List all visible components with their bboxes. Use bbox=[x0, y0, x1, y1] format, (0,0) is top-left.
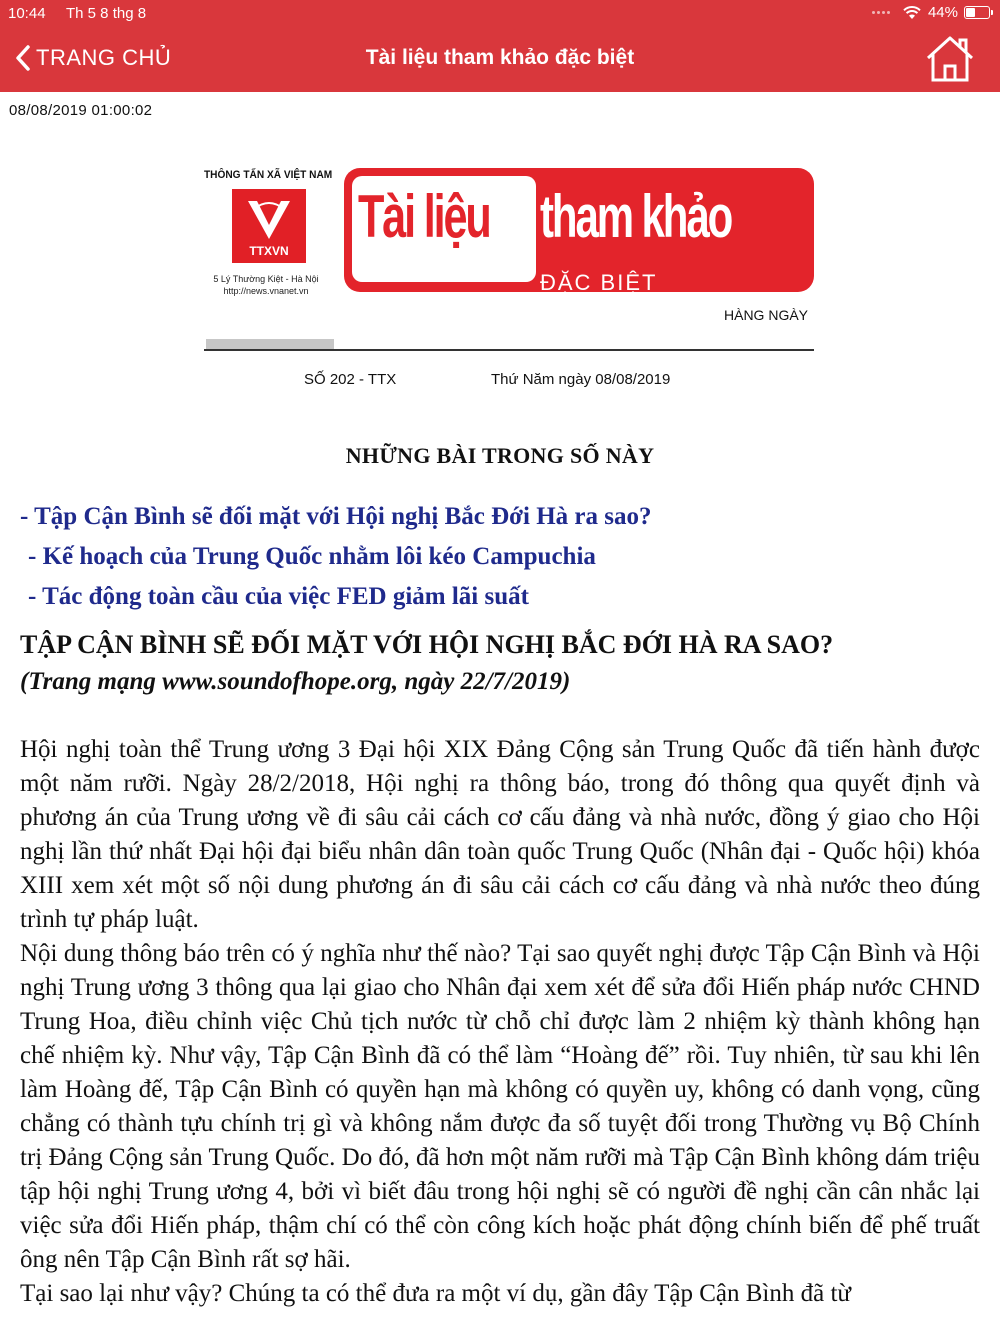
masthead-rule bbox=[204, 337, 814, 351]
article-source: (Trang mạng www.soundofhope.org, ngày 22/7/2019) bbox=[20, 668, 571, 695]
article-paragraph: Tại sao lại như vậy? Chúng ta có thể đưa ra một ví dụ, gần đây Tập Cận Bình đã từ bbox=[20, 1280, 851, 1307]
title-banner bbox=[344, 168, 814, 295]
toc-link[interactable]: - Tác động toàn cầu của việc FED giảm lãi suất bbox=[28, 583, 529, 610]
home-icon[interactable] bbox=[924, 34, 976, 84]
ttxvn-logo bbox=[232, 189, 306, 263]
status-right bbox=[872, 4, 990, 21]
agency-address bbox=[204, 273, 328, 297]
address-url: http://news.vnanet.vn bbox=[223, 286, 309, 296]
frequency-label: HÀNG NGÀY bbox=[724, 307, 809, 323]
title-part2: tham khảo bbox=[540, 183, 732, 250]
title-part1: Tài liệu bbox=[358, 183, 490, 250]
toc-heading: NHỮNG BÀI TRONG SỐ NÀY bbox=[345, 443, 655, 468]
newspaper-masthead bbox=[204, 165, 816, 355]
toc-link[interactable]: - Tập Cận Bình sẽ đối mặt với Hội nghị Bắc Đới Hà ra sao? bbox=[20, 503, 652, 530]
nav-bar bbox=[0, 28, 1000, 92]
status-bar bbox=[0, 0, 1000, 28]
back-label: TRANG CHỦ bbox=[36, 45, 172, 70]
status-time: 10:44 bbox=[8, 5, 46, 22]
banner-subtitle: ĐẶC BIỆT bbox=[540, 270, 658, 295]
battery-icon bbox=[964, 6, 990, 19]
wifi-icon bbox=[902, 5, 922, 20]
agency-name: THÔNG TẤN XÃ VIỆT NAM bbox=[204, 169, 333, 181]
issue-date: Thứ Năm ngày 08/08/2019 bbox=[491, 371, 671, 388]
issue-number: SỐ 202 - TTX bbox=[304, 371, 397, 388]
publish-timestamp: 08/08/2019 01:00:02 bbox=[9, 102, 153, 119]
toc-link[interactable]: - Kế hoạch của Trung Quốc nhằm lôi kéo Campuchia bbox=[28, 543, 596, 570]
battery-percent: 44% bbox=[927, 4, 958, 21]
article-title: TẬP CẬN BÌNH SẼ ĐỐI MẶT VỚI HỘI NGHỊ BẮC ĐỚI HÀ RA SAO? bbox=[20, 630, 834, 659]
logo-text: TTXVN bbox=[249, 244, 289, 258]
article-body bbox=[20, 733, 980, 1334]
signal-icon bbox=[872, 11, 890, 14]
status-date: Th 5 8 thg 8 bbox=[66, 5, 147, 22]
address-line: 5 Lý Thường Kiệt - Hà Nội bbox=[213, 274, 319, 284]
article-paragraph: Hội nghị toàn thể Trung ương 3 Đại hội XIX Đảng Cộng sản Trung Quốc đã tiến hành được một năm rưỡi. Ngày 28/2/2018, Hội nghị ra thông báo, trong đó thông qua quyết định và phương án của Trung ương về đi sâu cải cách cơ cấu đảng và nhà nước, đồng ý giao cho Hội nghị lần thứ nhất Đại hội đại biểu nhân dân toàn quốc Trung Quốc (Nhân đại - Quốc hội) khóa XIII xem xét một số nội dung phương án đi sâu cải cách cơ cấu đảng và nhà nước theo đúng trình tự pháp luật. bbox=[20, 736, 980, 933]
top-bar bbox=[0, 0, 1000, 92]
article-paragraph: Nội dung thông báo trên có ý nghĩa như thế nào? Tại sao quyết nghị được Tập Cận Bình và Hội nghị Trung ương 3 thông qua lại giao cho Nhân đại xem xét để sửa đổi Hiến pháp nước CHND Trung Hoa, điều chỉnh việc Chủ tịch nước từ chỗ chỉ được làm 2 nhiệm kỳ thành không hạn chế nhiệm kỳ. Như vậy, Tập Cận Bình đã có thể làm “Hoàng đế” rồi. Tuy nhiên, từ sau khi lên làm Hoàng đế, Tập Cận Bình có quyền hạn mà không có quyền uy, không có danh vọng, cũng chẳng có thành tựu chính trị gì và không nắm được đa số tuyệt đối trong Thường vụ Bộ Chính trị Đảng Cộng sản Trung Quốc. Do đó, đã hơn một năm rưỡi mà Tập Cận Bình không dám triệu tập hội nghị Trung ương 4, bởi vì biết đâu trong hội nghị sẽ có người đề nghị cần cân nhắc lại việc sửa đổi Hiến pháp, thậm chí có thể còn công kích hoặc phát động chính biến để phế truất ông nên Tập Cận Bình rất sợ hãi. bbox=[20, 940, 980, 1273]
page-title: Tài liệu tham khảo đặc biệt bbox=[365, 46, 635, 69]
